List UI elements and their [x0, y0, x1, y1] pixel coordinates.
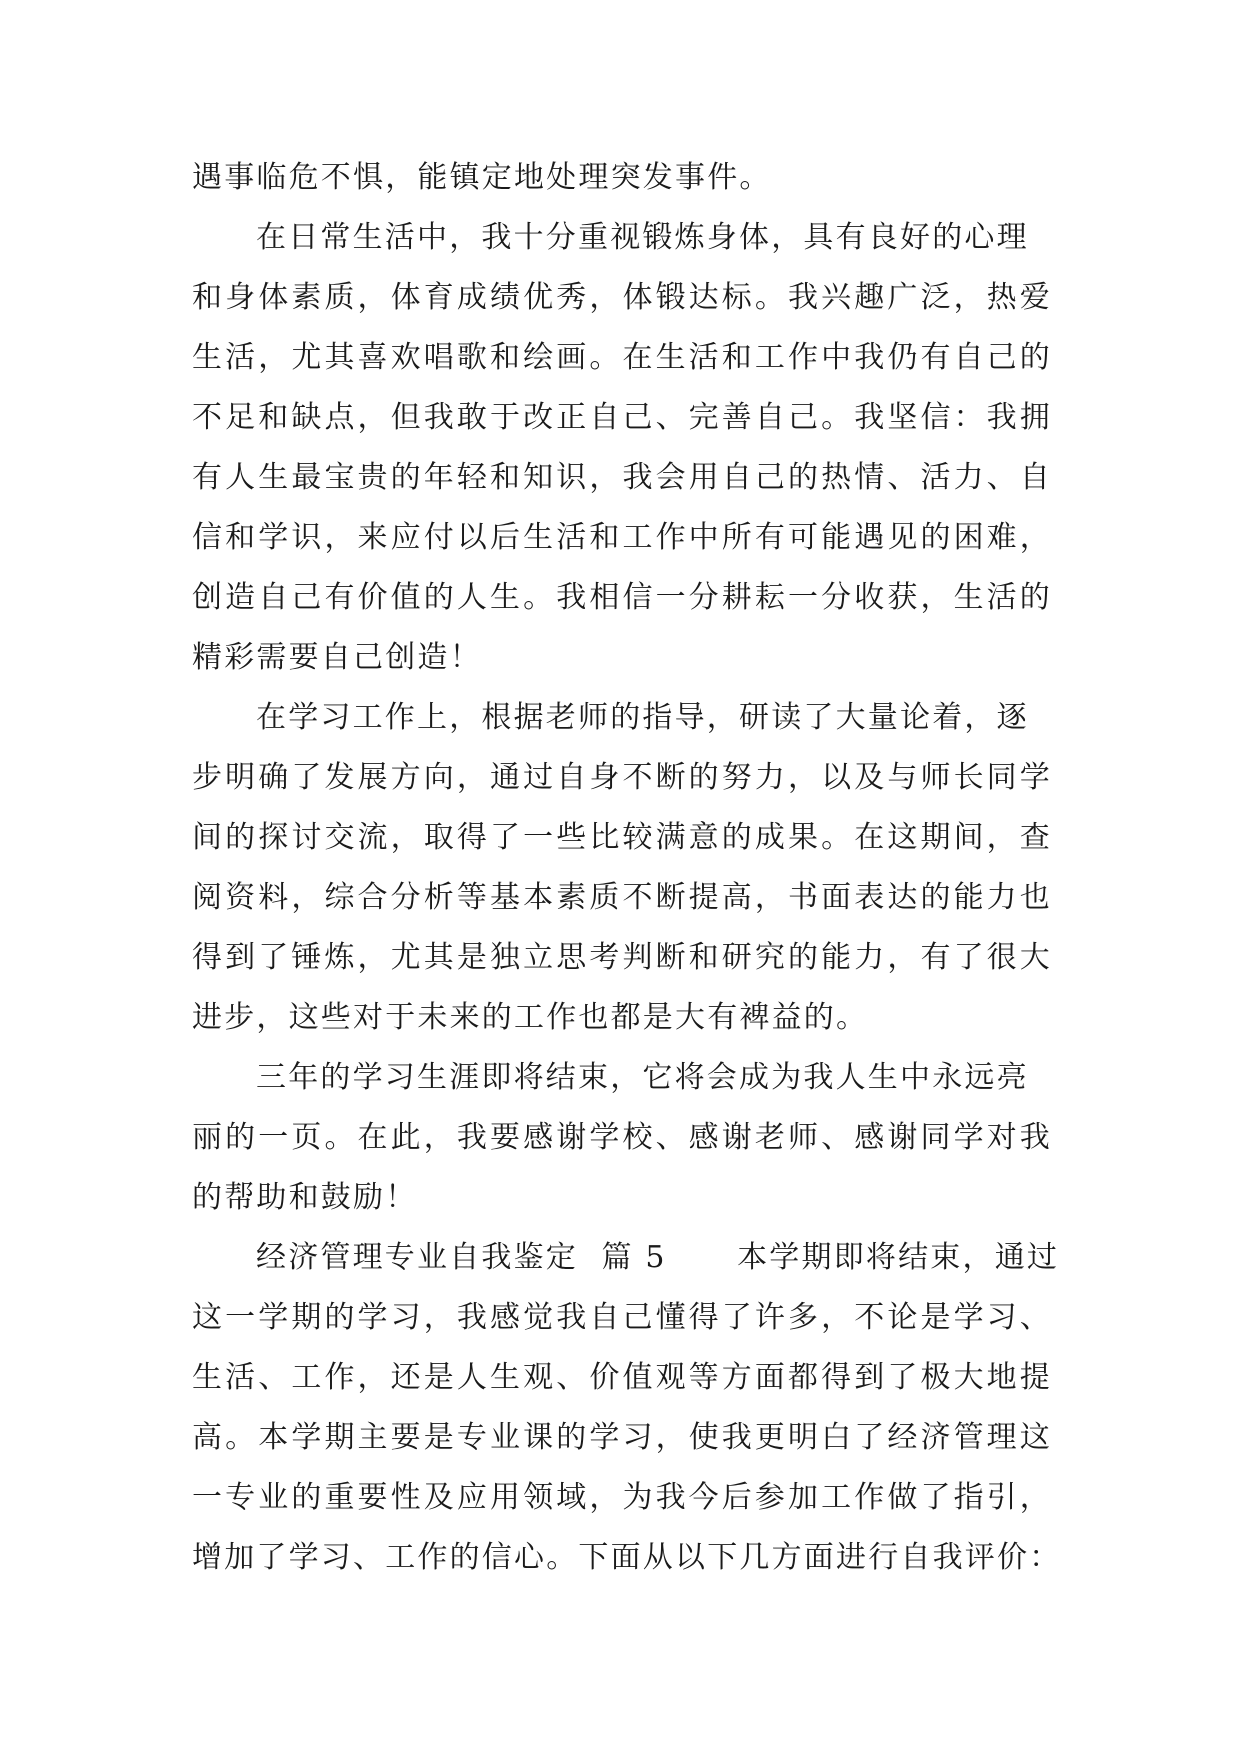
document-page	[192, 148, 1062, 1588]
text-line: 三年的学习生涯即将结束，它将会成为我人生中永远亮	[256, 1060, 1029, 1095]
text-line: 精彩需要自己创造！	[192, 640, 482, 675]
text-line: 生活、工作，还是人生观、价值观等方面都得到了极大地提	[192, 1360, 1052, 1395]
paragraph	[192, 148, 1052, 208]
text-line: 一专业的重要性及应用领域，为我今后参加工作做了指引，	[192, 1480, 1052, 1515]
text-line: 步明确了发展方向，通过自身不断的努力，以及与师长同学	[192, 760, 1052, 795]
text-line: 在学习工作上，根据老师的指导，研读了大量论着，逐	[256, 700, 1029, 735]
text-line: 信和学识，来应付以后生活和工作中所有可能遇见的困难，	[192, 520, 1052, 555]
text-line: 和身体素质，体育成绩优秀，体锻达标。我兴趣广泛，热爱	[192, 280, 1052, 315]
paragraph	[192, 208, 1052, 688]
text-line: 生活，尤其喜欢唱歌和绘画。在生活和工作中我仍有自己的	[192, 340, 1052, 375]
text-line: 高。本学期主要是专业课的学习，使我更明白了经济管理这	[192, 1420, 1052, 1455]
text-line: 间的探讨交流，取得了一些比较满意的成果。在这期间，查	[192, 820, 1052, 855]
text-line: 遇事临危不惧，能镇定地处理突发事件。	[192, 160, 772, 195]
text-line: 阅资料，综合分析等基本素质不断提高，书面表达的能力也	[192, 880, 1052, 915]
text-line: 进步，这些对于未来的工作也都是大有裨益的。	[192, 1000, 869, 1035]
text-line: 这一学期的学习，我感觉我自己懂得了许多，不论是学习、	[192, 1300, 1052, 1335]
paragraph	[192, 688, 1052, 1048]
paragraph	[192, 1048, 1052, 1228]
text-line: 增加了学习、工作的信心。下面从以下几方面进行自我评价：	[192, 1540, 1062, 1575]
paragraph	[192, 1228, 1062, 1588]
text-line: 的帮助和鼓励！	[192, 1180, 418, 1215]
text-line: 丽的一页。在此，我要感谢学校、感谢老师、感谢同学对我	[192, 1120, 1052, 1155]
text-line: 创造自己有价值的人生。我相信一分耕耘一分收获，生活的	[192, 580, 1052, 615]
text-line: 有人生最宝贵的年轻和知识，我会用自己的热情、活力、自	[192, 460, 1052, 495]
text-line: 在日常生活中，我十分重视锻炼身体，具有良好的心理	[256, 220, 1029, 255]
text-line: 经济管理专业自我鉴定 篇 5 本学期即将结束，通过	[256, 1240, 1060, 1275]
text-line: 得到了锤炼，尤其是独立思考判断和研究的能力，有了很大	[192, 940, 1052, 975]
text-line: 不足和缺点，但我敢于改正自己、完善自己。我坚信：我拥	[192, 400, 1052, 435]
